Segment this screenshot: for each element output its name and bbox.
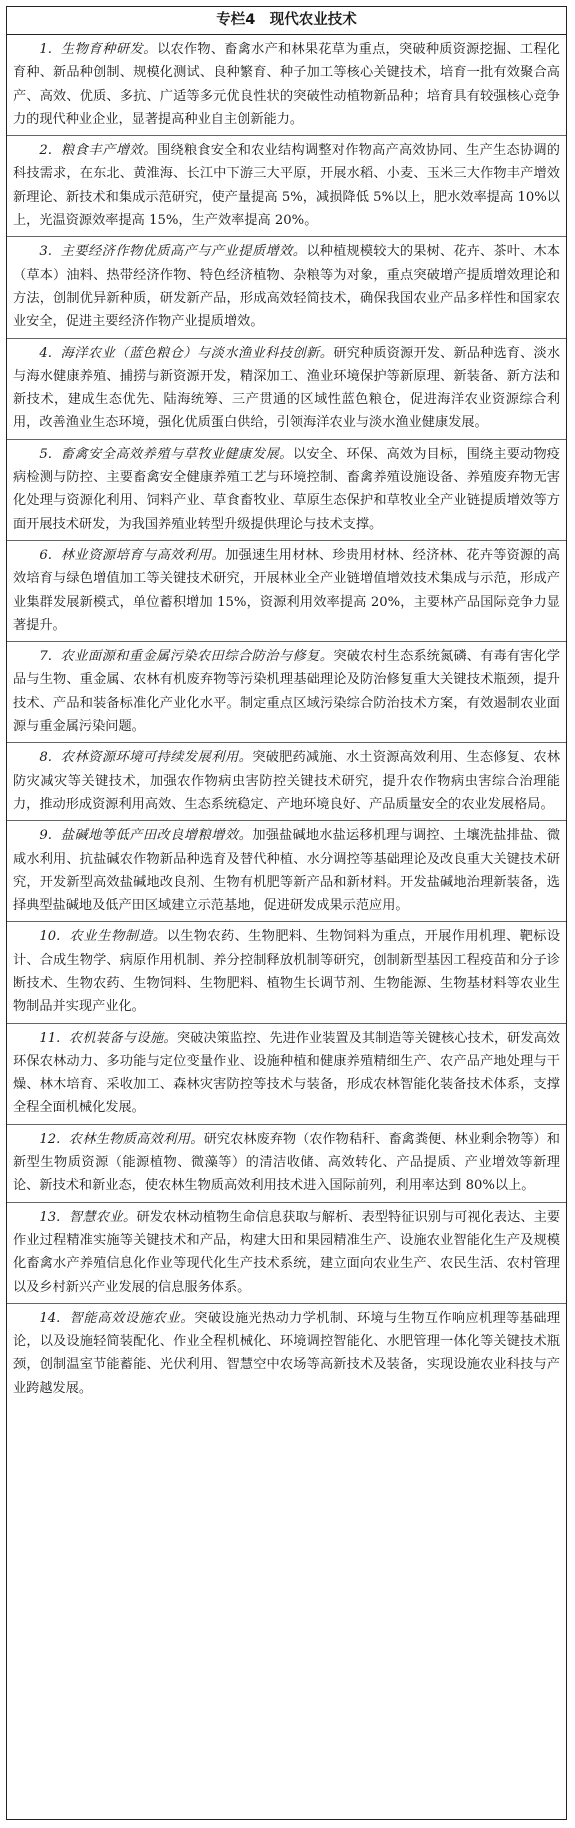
item-body: 研究农林废弃物（农作物秸秆、畜禽粪便、林业剩余物等）和新型生物质资源（能源植物、微藻等）的清洁收储、高效转化、产品提质、产业增效等新理论、新技术和新业态，使农林生物质高效利用技术进入国际前列，利用率达到 80%以上。 xyxy=(13,1131,560,1194)
item-body: 突破农村生态系统氮磷、有毒有害化学品与生物、重金属、农林有机废弃物等污染机理基础理论及防治修复重大关键技术瓶颈，提升技术、产品和装备标准化产业化水平。制定重点区域污染综合防治技术方案，有效遏制农业面源与重金属污染问题。 xyxy=(13,649,561,735)
item-heading: 农业面源和重金属污染农田综合防治与修复。 xyxy=(60,649,334,665)
item-number: 3. xyxy=(39,244,52,260)
item-number: 9. xyxy=(39,828,52,844)
item-body: 研究种质资源开发、新品种选育、淡水与海水健康养殖、捕捞与新资源开发，精深加工、渔业环境保护等新原理、新装备、新方法和新技术，建成生态优先、陆海统筹、三产贯通的区域性蓝色粮仓，促进海洋农业资源综合利用，改善渔业生态环境，强化优质蛋白供给，引领海洋农业与淡水渔业健康发展。 xyxy=(13,345,561,431)
item-body: 以种植规模较大的果树、花卉、茶叶、木本（草本）油料、热带经济作物、特色经济植物、杂粮等为对象，重点突破增产提质增效理论和方法，创制优异新种质，研发新产品，形成高效轻简技术，确保我国农业产品多样性和国家农业安全，促进主要经济作物产业提质增效。 xyxy=(13,244,560,330)
item-number: 11. xyxy=(39,1030,61,1046)
item-heading: 生物育种研发。 xyxy=(60,42,158,57)
item-body: 突破决策监控、先进作业装置及其制造等关键核心技术，研发高效环保农林动力、多功能与定位变量作业、设施种植和健康养殖精细生产、农产品产地处理与干燥、林木培育、采收加工、森林灾害防控等技术与装备，形成农林智能化装备技术体系，支撑全程全面机械化发展。 xyxy=(13,1030,560,1116)
item-number: 2. xyxy=(39,143,52,159)
list-item xyxy=(7,1304,566,1404)
item-heading: 农林资源环境可持续发展利用。 xyxy=(60,750,253,766)
item-body: 加强盐碱地水盐运移机理与调控、土壤洗盐排盐、微咸水利用、抗盐碱农作物新品种选育及替代种植、水分调控等基础理论及改良重大关键技术研究，开发新型高效盐碱地改良剂、生物有机肥等新产品和新材料。开发盐碱地治理新装备，选择典型盐碱地及低产田区域建立示范基地，促进研发成果示范应用。 xyxy=(13,828,561,914)
list-item xyxy=(7,35,566,136)
list-item xyxy=(7,922,566,1023)
item-heading: 畜禽安全高效养殖与草牧业健康发展。 xyxy=(60,446,293,462)
list-item xyxy=(7,1125,566,1203)
item-body: 围绕粮食安全和农业结构调整对作物高产高效协同、生产生态协调的科技需求，在东北、黄淮海、长江中下游三大平原，开展水稻、小麦、玉米三大作物丰产增效新理论、新技术和集成示范研究，使产量提高 5%，减损降低 5%以上，肥水效率提高 10%以上，光温资源效率提高 15%，生产效率提高 20%。 xyxy=(13,143,560,229)
item-body: 以生物农药、生物肥料、生物饲料为重点，开展作用机理、靶标设计、合成生物学、病原作用机制、养分控制释放机制等研究，创制新型基因工程疫苗和分子诊断技术、生物农药、生物饲料、生物肥料、植物生长调节剂、生物能源、生物基材料等农业生物制品并实现产业化。 xyxy=(13,929,561,1015)
item-number: 6. xyxy=(39,547,52,563)
list-item xyxy=(7,237,566,338)
item-list xyxy=(7,35,566,1404)
item-number: 1. xyxy=(39,42,52,57)
list-item xyxy=(7,1203,566,1304)
column-title: 专栏4 现代农业技术 xyxy=(7,7,566,35)
list-item xyxy=(7,541,566,642)
item-heading: 农业生物制造。 xyxy=(69,929,167,945)
list-item xyxy=(7,136,566,237)
item-heading: 林业资源培育与高效利用。 xyxy=(60,547,226,563)
item-heading: 农机装备与设施。 xyxy=(68,1030,177,1046)
item-heading: 粮食丰产增效。 xyxy=(60,143,158,159)
item-heading: 智能高效设施农业。 xyxy=(69,1310,195,1326)
item-body: 突破设施光热动力学机制、环境与生物互作响应机理等基础理论，以及设施轻简装配化、作业全程机械化、环境调控智能化、水肥管理一体化等关键技术瓶颈，创制温室节能蓄能、光伏利用、智慧空中农场等高新技术及装备，实现设施农业科技与产业跨越发展。 xyxy=(13,1310,561,1396)
item-heading: 盐碱地等低产田改良增粮增效。 xyxy=(60,828,253,844)
item-number: 7. xyxy=(39,649,52,665)
list-item xyxy=(7,642,566,743)
item-body: 以农作物、畜禽水产和林果花草为重点，突破种质资源挖掘、工程化育种、新品种创制、规模化测试、良种繁育、种子加工等核心关键技术，培育一批有效聚合高产、高效、优质、多抗、广适等多元优良性状的突破性动植物新品种；培育具有较强核心竞争力的现代种业企业，显著提高种业自主创新能力。 xyxy=(13,42,560,127)
list-item xyxy=(7,821,566,922)
item-number: 14. xyxy=(39,1310,61,1326)
item-number: 10. xyxy=(39,929,61,945)
item-number: 4. xyxy=(39,345,52,361)
item-heading: 海洋农业（蓝色粮仓）与淡水渔业科技创新。 xyxy=(60,345,334,361)
item-number: 8. xyxy=(39,750,52,766)
item-body: 加强速生用材林、珍贵用材林、经济林、花卉等资源的高效培育与绿色增值加工等关键技术研究，开展林业全产业链增值增效技术集成与示范，形成产业集群发展新模式，单位蓄积增加 15%，资源利用效率提高 20%，主要林产品国际竞争力显著提升。 xyxy=(13,547,560,633)
list-item xyxy=(7,1024,566,1125)
column-box xyxy=(6,6,567,1820)
item-heading: 智慧农业。 xyxy=(68,1209,137,1225)
list-item xyxy=(7,339,566,440)
item-heading: 主要经济作物优质高产与产业提质增效。 xyxy=(60,244,307,260)
list-item xyxy=(7,743,566,821)
item-number: 13. xyxy=(39,1209,61,1225)
item-body: 以安全、环保、高效为目标，围绕主要动物疫病检测与防控、主要畜禽安全健康养殖工艺与环境控制、畜禽养殖设施设备、养殖废弃物无害化处理与资源化利用、饲料产业、草食畜牧业、草原生态保护和草牧业全产业链提质增效等方面开展技术研发，为我国养殖业转型升级提供理论与技术支撑。 xyxy=(13,446,560,532)
item-heading: 农林生物质高效利用。 xyxy=(68,1131,204,1147)
item-number: 5. xyxy=(39,446,52,462)
list-item xyxy=(7,440,566,541)
item-body: 突破肥药减施、水土资源高效利用、生态修复、农林防灾减灾等关键技术，加强农作物病虫害防控关键技术研究，提升农作物病虫害综合治理能力，推动形成资源利用高效、生态系统稳定、产地环境良好、产品质量安全的农业发展格局。 xyxy=(13,750,561,812)
item-number: 12. xyxy=(39,1131,61,1147)
item-body: 研发农林动植物生命信息获取与解析、表型特征识别与可视化表达、主要作业过程精准实施等关键技术和产品，构建大田和果园精准生产、设施农业智能化生产及规模化畜禽水产养殖信息化作业等现代化生产技术系统，建立面向农业生产、农民生活、农村管理以及乡村新兴产业发展的信息服务体系。 xyxy=(13,1209,561,1295)
